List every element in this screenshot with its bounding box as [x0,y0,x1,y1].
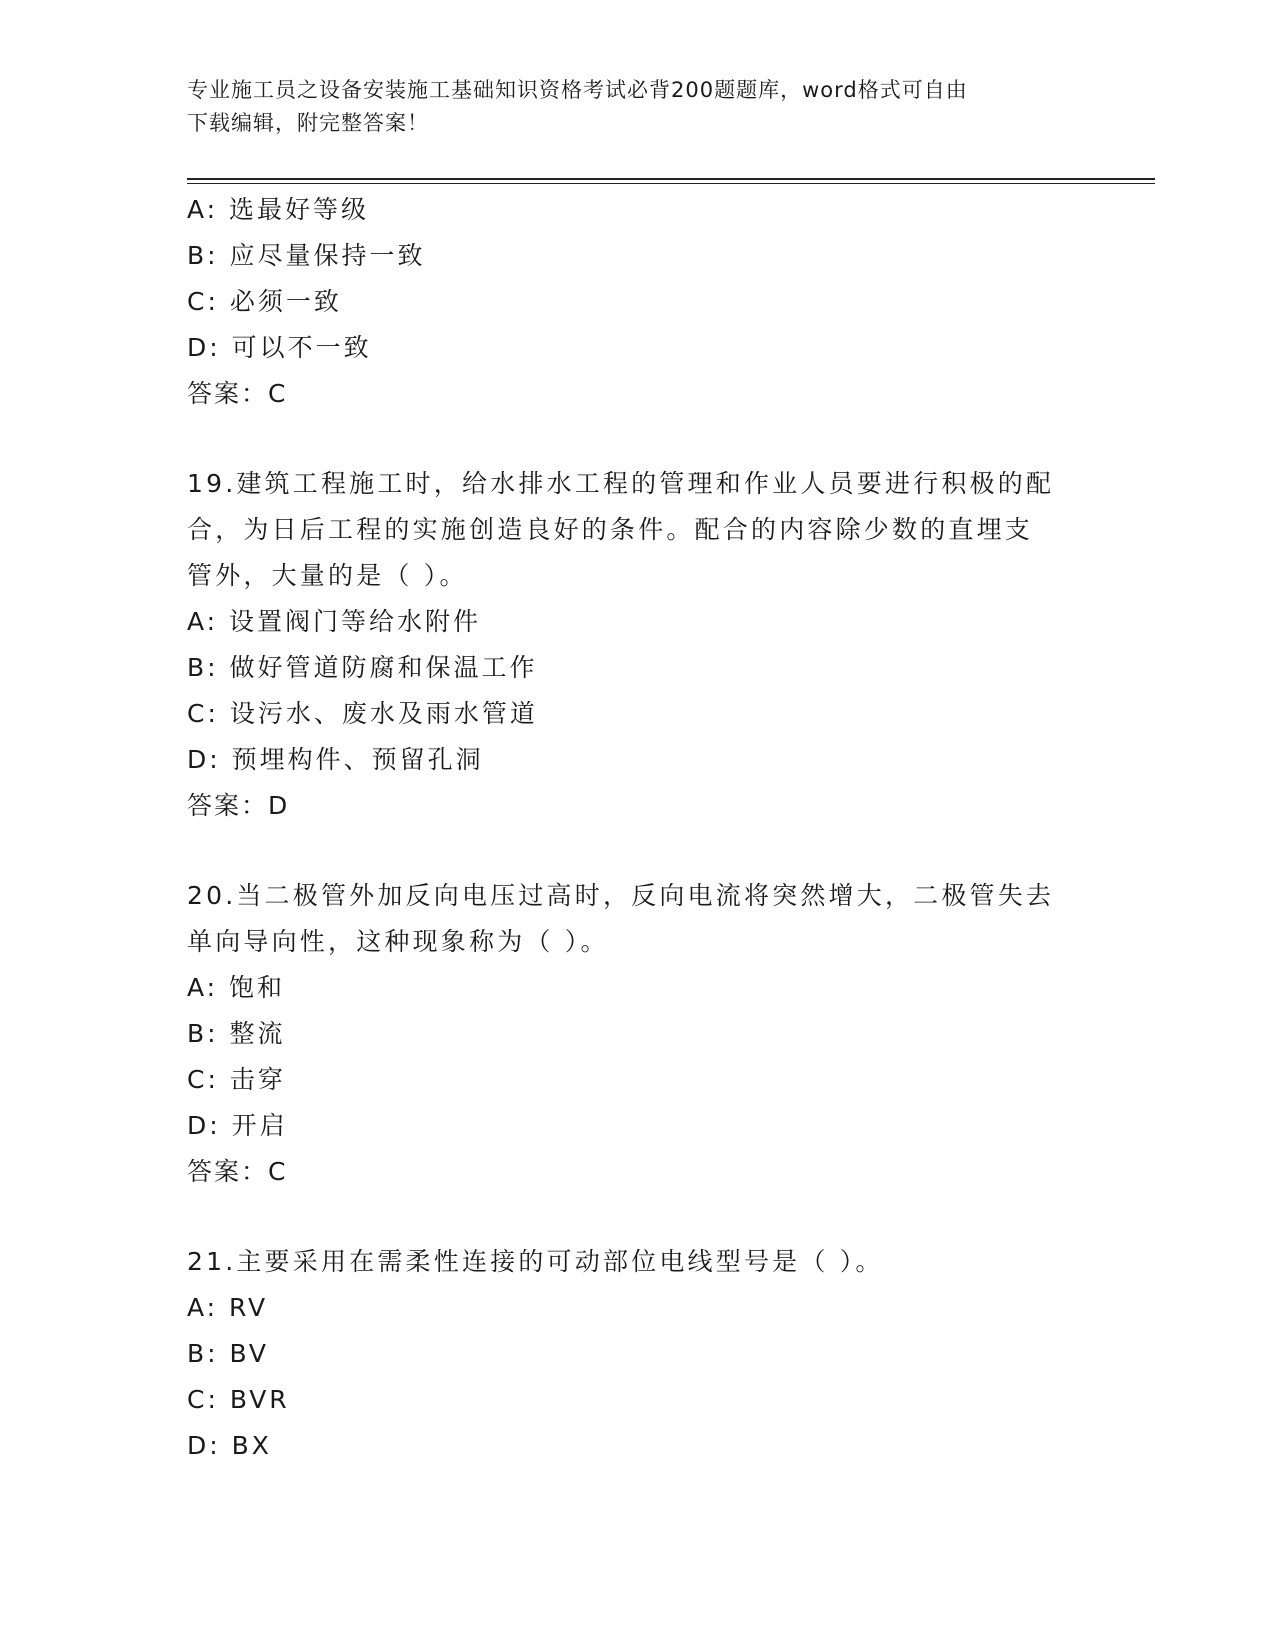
question-list [187,187,1087,1469]
question-text-line: 21.主要采用在需柔性连接的可动部位电线型号是（ ）。 [187,1247,884,1276]
answer-line: 答案：C [187,1157,288,1186]
option-c: C: 击穿 [187,1065,286,1094]
question-text-line: 管外，大量的是（ ）。 [187,561,468,590]
option-c: C: 必须一致 [187,287,342,316]
option-d: D: 开启 [187,1111,288,1140]
header-line-1: 专业施工员之设备安装施工基础知识资格考试必背200题题库，word格式可自由 [187,78,968,102]
document-header [187,74,1067,140]
option-a: A: 选最好等级 [187,195,370,224]
question-block-19 [187,461,1087,829]
option-c: C: 设污水、废水及雨水管道 [187,699,538,728]
option-a: A: 饱和 [187,973,286,1002]
header-divider-thick [187,178,1155,180]
option-c: C: BVR [187,1385,290,1414]
answer-line: 答案：C [187,379,288,408]
option-b: B: 整流 [187,1019,286,1048]
question-text-line: 19.建筑工程施工时，给水排水工程的管理和作业人员要进行积极的配 [187,469,1055,498]
question-text-line: 单向导向性，这种现象称为（ ）。 [187,927,609,956]
question-text-line: 20.当二极管外加反向电压过高时，反向电流将突然增大，二极管失去 [187,881,1055,910]
question-text-line: 合，为日后工程的实施创造良好的条件。配合的内容除少数的直埋支 [187,515,1034,544]
option-b: B: BV [187,1339,270,1368]
option-b: B: 做好管道防腐和保温工作 [187,653,538,682]
option-d: D: 预埋构件、预留孔洞 [187,745,484,774]
option-b: B: 应尽量保持一致 [187,241,426,270]
option-a: A: RV [187,1293,269,1322]
header-line-2: 下载编辑，附完整答案！ [187,111,429,135]
option-d: D: 可以不一致 [187,333,372,362]
option-d: D: BX [187,1431,272,1460]
answer-line: 答案：D [187,791,290,820]
question-block-21 [187,1239,1087,1469]
question-block-continued [187,187,1087,417]
header-divider-thin [187,183,1155,184]
option-a: A: 设置阀门等给水附件 [187,607,482,636]
question-block-20 [187,873,1087,1195]
